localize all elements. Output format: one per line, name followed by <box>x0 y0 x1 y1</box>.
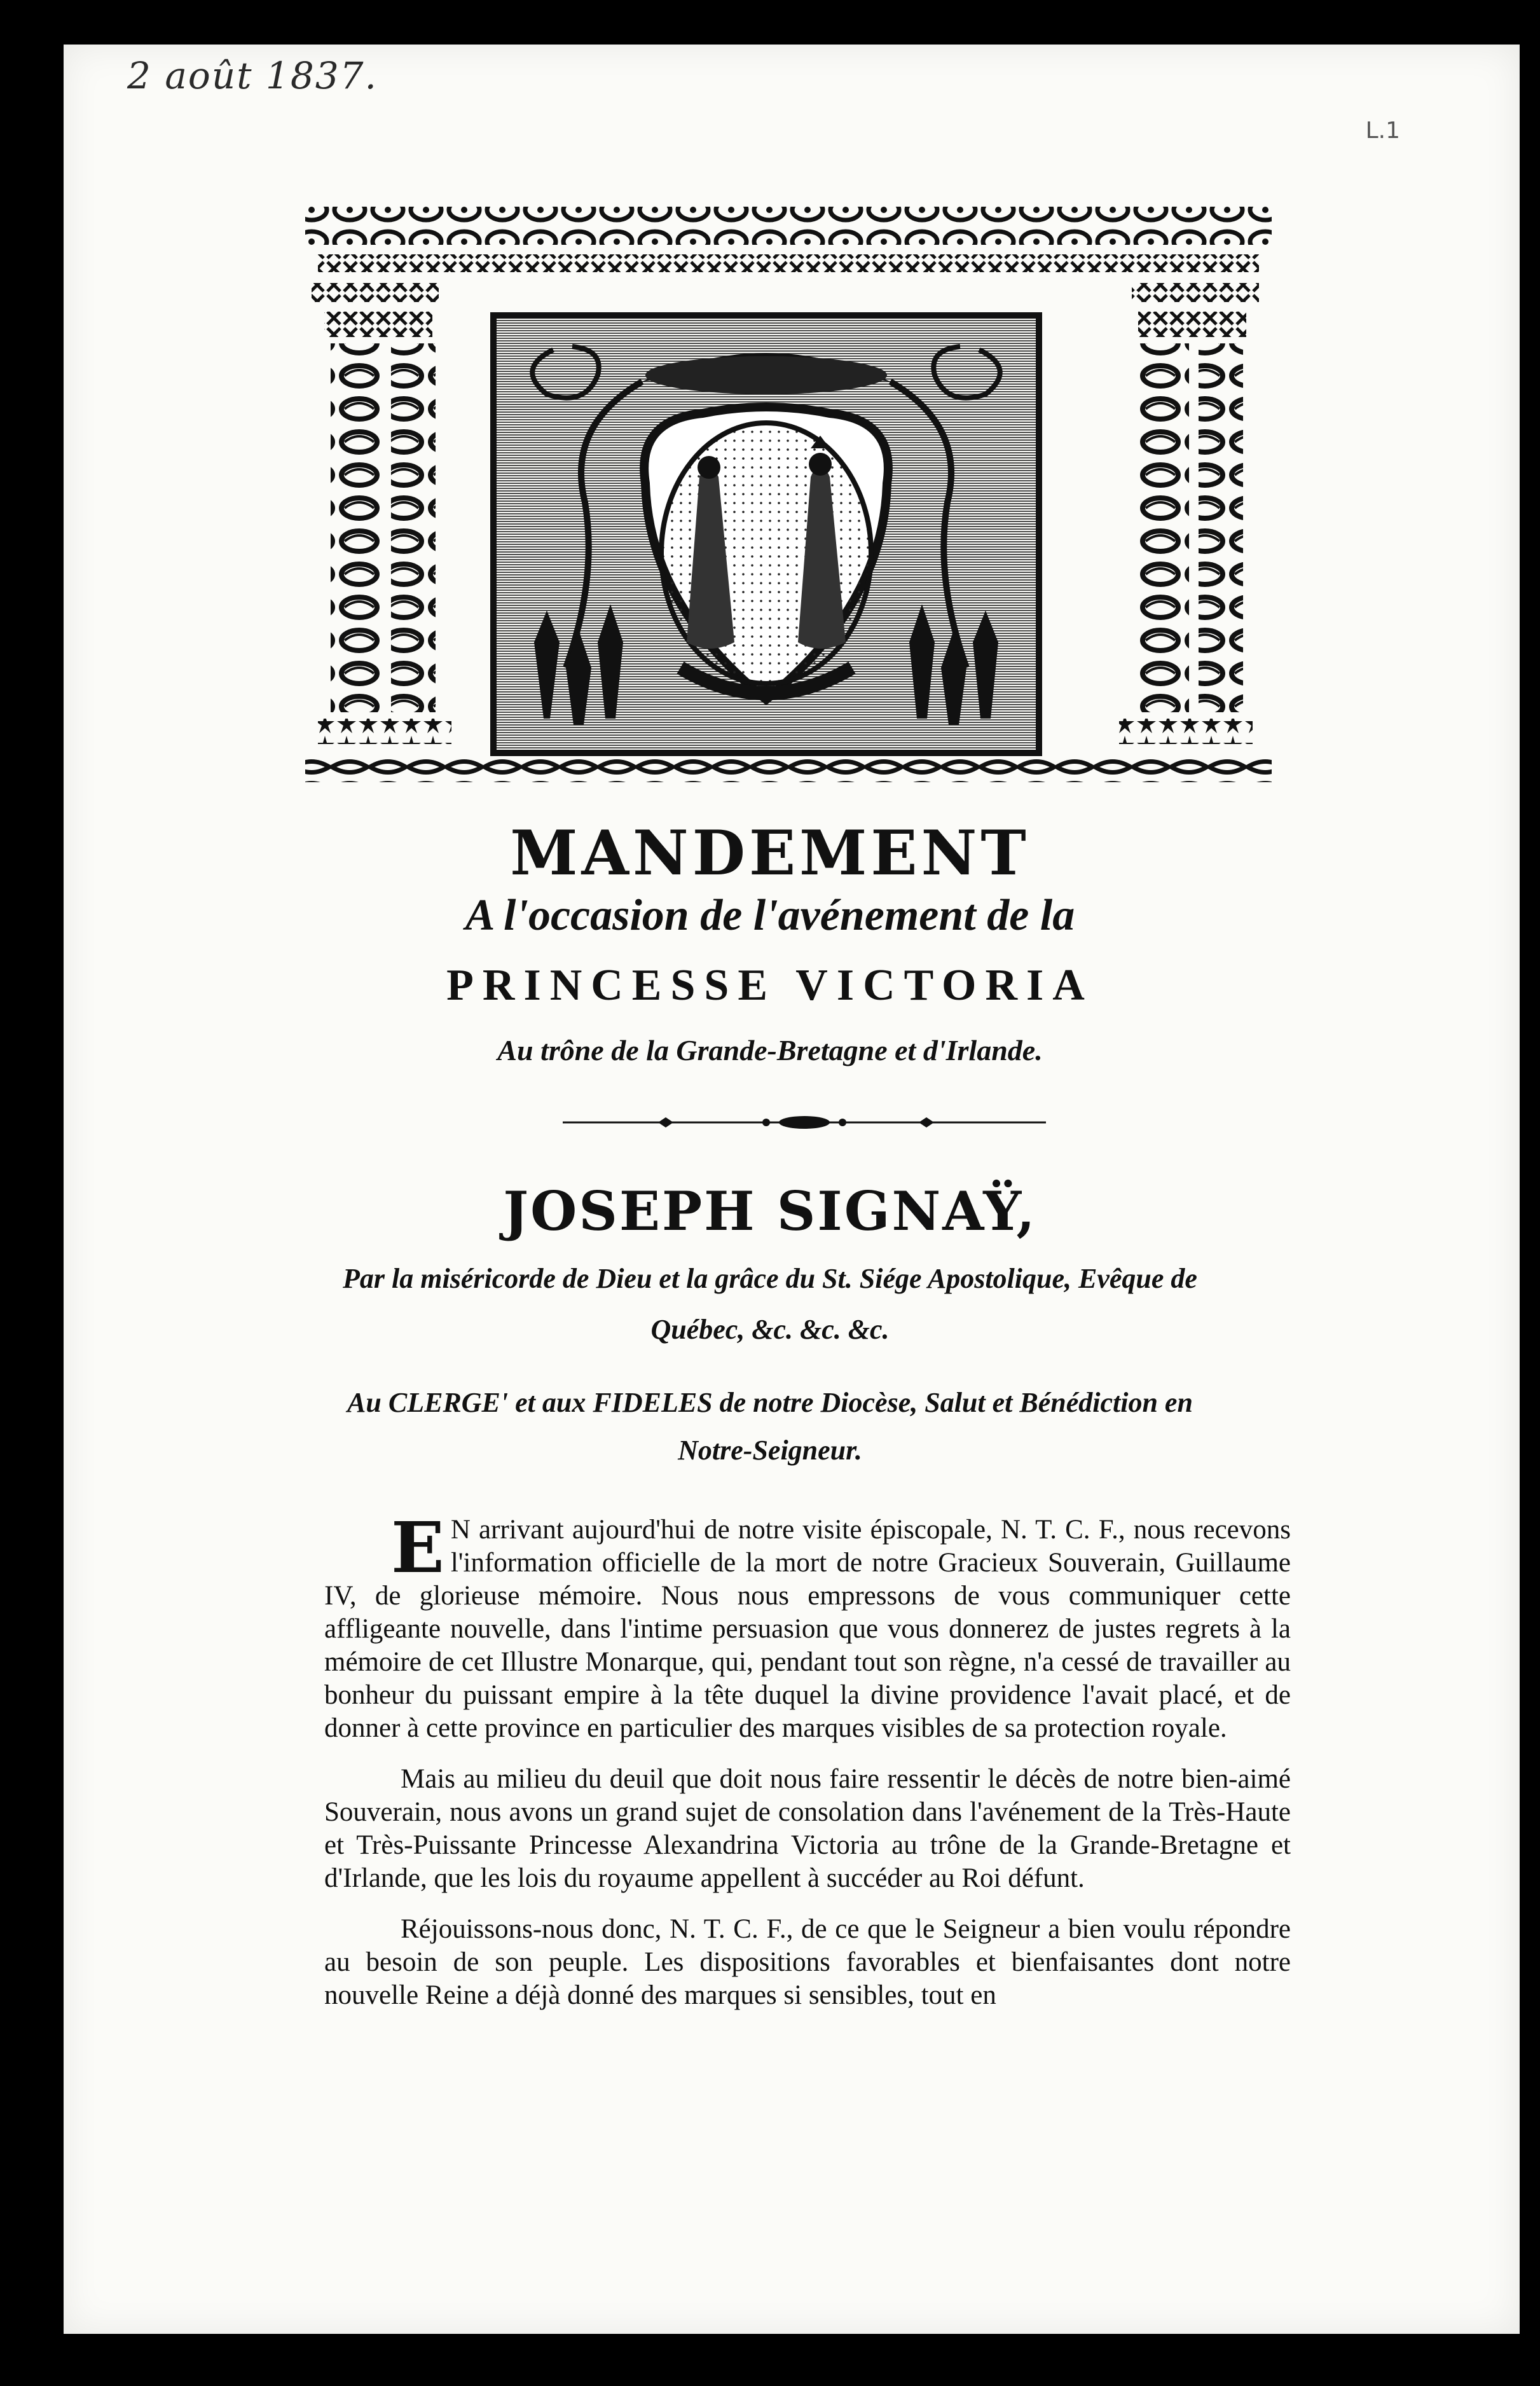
occasion-line: A l'occasion de l'avénement de la <box>465 891 1075 940</box>
paragraph-1 <box>324 1507 1291 1745</box>
throne-line: Au trône de la Grande-Bretagne et d'Irlande. <box>497 1034 1043 1066</box>
bishop-name: JOSEPH SIGNAŸ, <box>503 1180 1037 1243</box>
salutation-line-2: Notre-Seigneur. <box>678 1435 862 1466</box>
rule-divider-icon <box>563 1110 1046 1135</box>
princess-line: PRINCESSE VICTORIA <box>446 961 1094 1010</box>
drop-cap: E <box>391 1507 444 1589</box>
catalog-mark: L.1 <box>1365 118 1400 144</box>
handwritten-date: 2 août 1837. <box>127 54 378 97</box>
paragraph-1-text: N arrivant aujourd'hui de notre visite épiscopale, N. T. C. F., nous recevons l'information officielle de la mort de notre Gracieux Souverain, Guillaume IV, de glorieuse mémoire. Nous nous empressons de vous communiquer cette affligeante nouvelle, dans l'intime persuasion que vous donnerez de justes regrets à la mémoire de cet Illustre Monarque, qui, pendant tout son règne, n'a cessé de travailler au bonheur du puissant empire à la tête duquel la divine providence l'avait placé, et de donner à cette province en particulier des marques visibles de sa protection royale. <box>324 1515 1291 1743</box>
bishop-title-line-1: Par la miséricorde de Dieu et la grâce du St. Siége Apostolique, Evêque de <box>343 1263 1197 1294</box>
paragraph-3: Réjouissons-nous donc, N. T. C. F., de ce que le Seigneur a bien voulu répondre au besoin de son peuple. Les dispositions favorables et bienfaisantes dont notre nouvelle Reine a déjà donné des marques si sensibles, tout en <box>324 1914 1291 2010</box>
document-title: MANDEMENT <box>510 817 1030 889</box>
document-body <box>324 1507 1291 2030</box>
paragraph-2: Mais au milieu du deuil que doit nous faire ressentir le décès de notre bien-aimé Souverain, nous avons un grand sujet de consolation dans l'avénement de la Très-Haute et Très-Puissante Princesse Alexandrina Victoria au trône de la Grande-Bretagne et d'Irlande, que les lois du royaume appellent à succéder au Roi défunt. <box>324 1764 1291 1893</box>
salutation-line-1: Au CLERGE' et aux FIDELES de notre Diocèse, Salut et Bénédiction en <box>347 1387 1193 1418</box>
bishop-title-line-2: Québec, &c. &c. &c. <box>650 1314 890 1345</box>
episcopal-coat-of-arms-icon <box>490 312 1043 757</box>
